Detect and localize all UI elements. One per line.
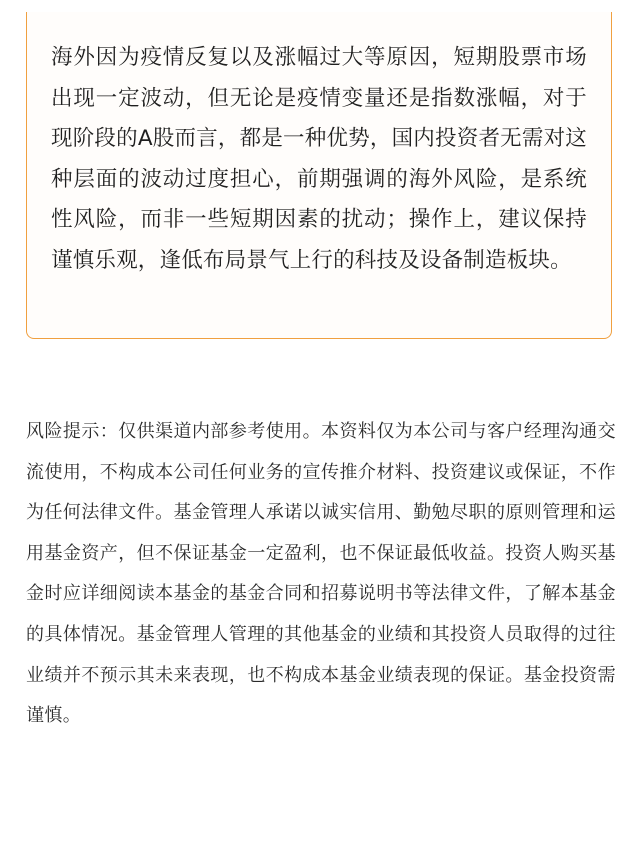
- market-commentary-box: [26, 12, 612, 339]
- market-commentary-text: 海外因为疫情反复以及涨幅过大等原因，短期股票市场出现一定波动，但无论是疫情变量还是指数涨幅，对于现阶段的A股而言，都是一种优势，国内投资者无需对这种层面的波动过度担心，前期强调的海外风险，是系统性风险，而非一些短期因素的扰动；操作上，建议保持谨慎乐观，逢低布局景气上行的科技及设备制造板块。: [51, 45, 587, 273]
- risk-disclaimer-text: 风险提示：仅供渠道内部参考使用。本资料仅为本公司与客户经理沟通交流使用，不构成本公司任何业务的宣传推介材料、投资建议或保证，不作为任何法律文件。基金管理人承诺以诚实信用、勤勉尽职的原则管理和运用基金资产，但不保证基金一定盈利，也不保证最低收益。投资人购买基金时应详细阅读本基金的基金合同和招募说明书等法律文件，了解本基金的具体情况。基金管理人管理的其他基金的业绩和其投资人员取得的过往业绩并不预示其未来表现，也不构成本基金业绩表现的保证。基金投资需谨慎。: [26, 421, 616, 727]
